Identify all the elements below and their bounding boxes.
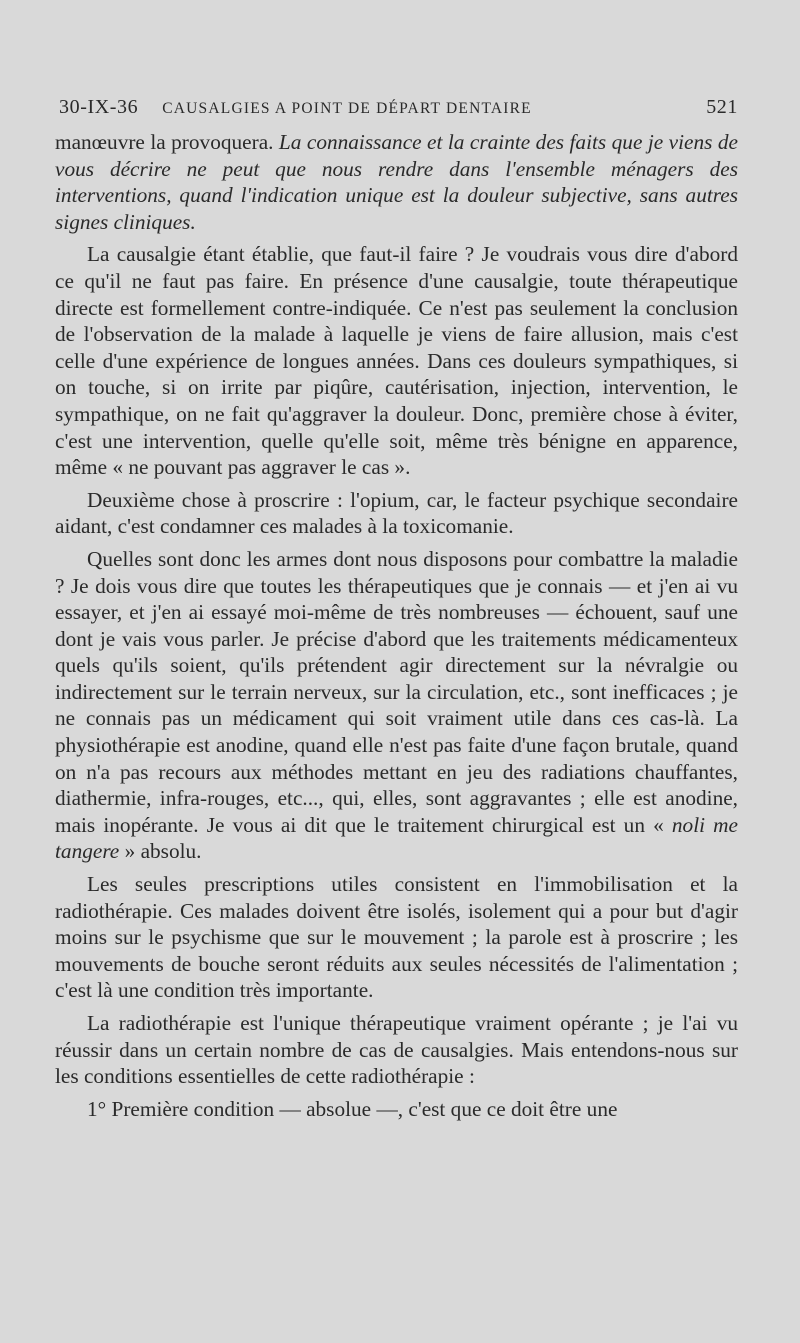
header-title: CAUSALGIES A POINT DE DÉPART DENTAIRE (162, 100, 532, 117)
text-run: La causalgie étant établie, que faut-il faire ? Je voudrais vous dire d'abord ce qu'il ne faut pas faire. En présence d'une causalgie, toute thérapeutique directe est formellement contre-indiquée. Ce n'est pas seulement la conclusion de l'observation de la malade à laquelle je viens de faire allusion, mais c'est celle d'une expérience de longues années. Dans ces douleurs sympathiques, si on touche, si on irrite par piqûre, cautérisation, injection, intervention, le sympathique, on ne fait qu'aggraver la douleur. Donc, première chose à éviter, c'est une intervention, quelle qu'elle soit, même très bénigne en apparence, même « ne pouvant pas aggraver le cas ». (55, 242, 738, 480)
text-run: » absolu. (119, 839, 202, 864)
page-number: 521 (706, 96, 738, 118)
paragraph (55, 1096, 738, 1123)
paragraph (55, 129, 738, 235)
running-header (59, 96, 738, 119)
text-run: La radiothérapie est l'unique thérapeutique vraiment opérante ; je l'ai vu réussir dans un certain nombre de cas de causalgies. Mais entendons-nous sur les conditions essentielles de cette radiothérapie : (55, 1011, 738, 1089)
paragraph (55, 546, 738, 865)
text-run: Quelles sont donc les armes dont nous disposons pour combattre la maladie ? Je dois vous dire que toutes les thérapeutiques que je connais — et j'en ai vu essayer, et j'en ai essayé moi-même de très nombreuses — échouent, sauf une dont je vais vous parler. Je précise d'abord que les traitements médicamenteux quels qu'ils soient, qu'ils prétendent agir directement sur la névralgie ou indirectement sur le terrain nerveux, sur la circulation, etc., sont inefficaces ; je ne connais pas un médicament qui soit vraiment utile dans ces cas-là. La physiothérapie est anodine, quand elle n'est pas faite d'une façon brutale, quand on n'a pas recours aux méthodes mettant en jeu des radiations chauffantes, diathermie, infra-rouges, etc..., qui, elles, sont aggravantes ; elle est anodine, mais inopérante. Je vous ai dit que le traitement chirurgical est un « (55, 546, 738, 837)
text-run: Les seules prescriptions utiles consistent en l'immobilisation et la radiothérapie. Ces malades doivent être isolés, isolement qui a pour but d'agir moins sur le psychisme que sur le mouvement ; la parole est à proscrire ; les mouvements de bouche seront réduits aux seules nécessités de l'alimentation ; c'est là une condition très importante. (55, 872, 738, 1003)
body-text (55, 129, 738, 1122)
paragraph (55, 241, 738, 480)
paragraph (55, 487, 738, 540)
italic-text: noli me tangere (55, 812, 738, 864)
header-date: 30-IX-36 (59, 96, 139, 118)
paragraph (55, 1010, 738, 1090)
text-run: Deuxième chose à proscrire : l'opium, car, le facteur psychique secondaire aidant, c'est condamner ces malades à la toxicomanie. (55, 487, 738, 539)
italic-text: La connaissance et la crainte des faits que je viens de vous décrire ne peut que nous rendre dans l'ensemble ménagers des interventions, quand l'indication unique est la douleur subjective, sans autres signes cliniques. (55, 130, 738, 234)
text-run: manœuvre la provoquera. (55, 130, 279, 154)
paragraph (55, 871, 738, 1004)
text-run: 1° Première condition — absolue —, c'est que ce doit être une (87, 1096, 618, 1121)
